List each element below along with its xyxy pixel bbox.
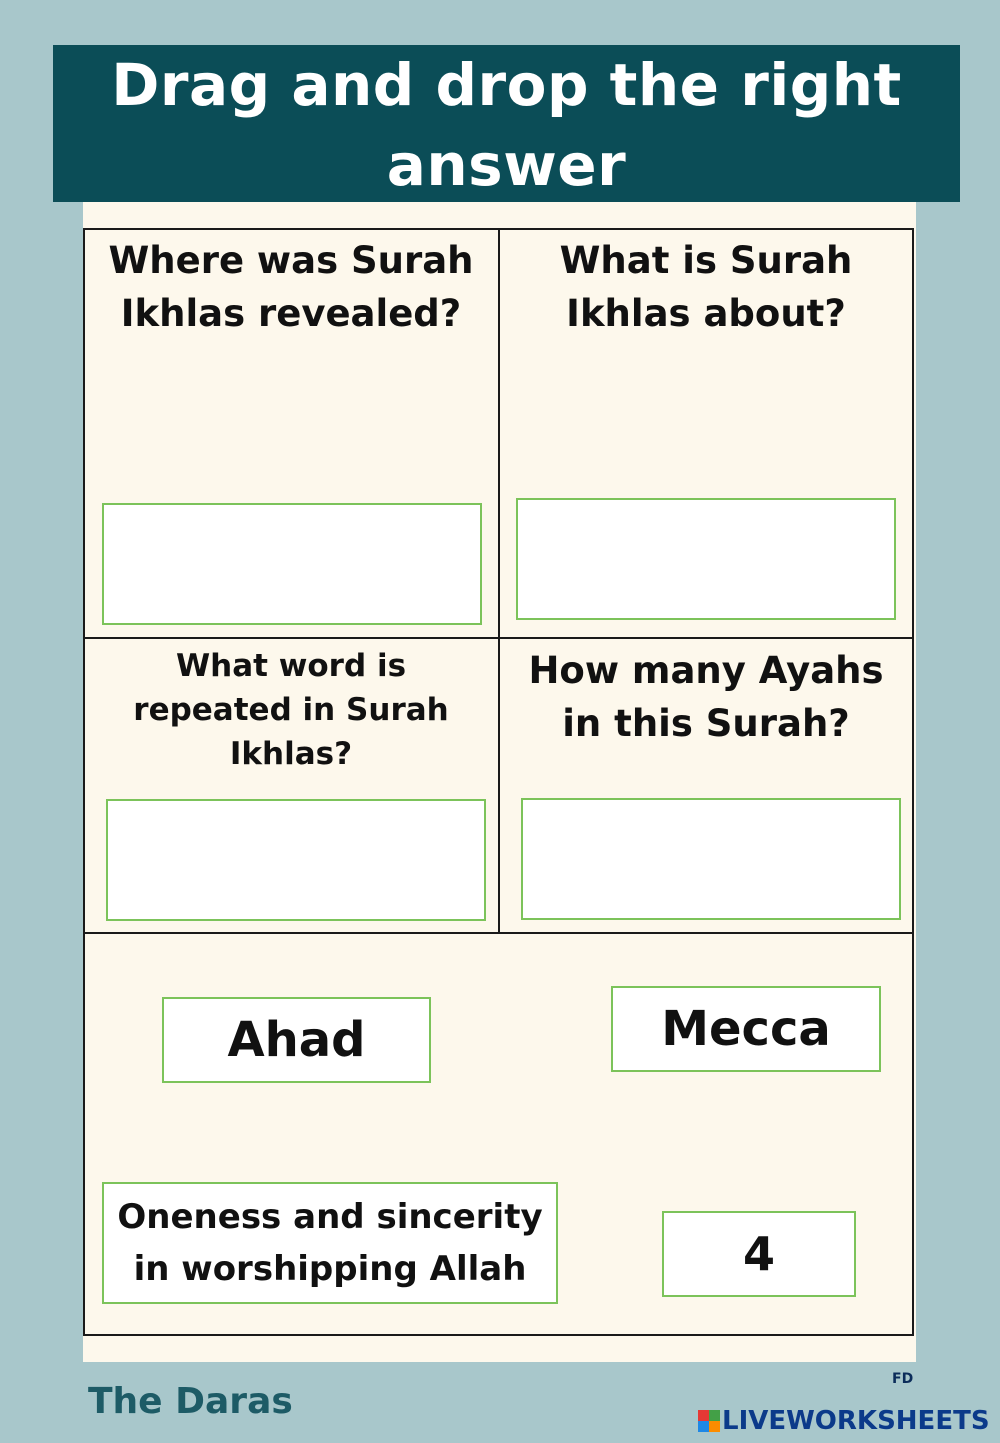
- answer-card-label: Ahad: [227, 1012, 366, 1068]
- answer-card-label-line-1: Oneness and sincerity: [117, 1197, 543, 1237]
- question-text-line: Ikhlas about?: [566, 292, 846, 335]
- title-line-2: answer: [386, 131, 627, 199]
- question-text-line: repeated in Surah: [133, 692, 449, 728]
- title-line-1: Drag and drop the right: [111, 51, 902, 119]
- liveworksheets-brand[interactable]: [698, 1406, 990, 1436]
- author-initials: FD: [892, 1371, 914, 1387]
- question-what-about: [505, 234, 907, 340]
- grid-divider-horizontal-1: [83, 637, 914, 639]
- answer-card-label-line-2: in worshipping Allah: [133, 1249, 527, 1289]
- answer-card-four[interactable]: [662, 1211, 856, 1297]
- question-text-line: Ikhlas?: [229, 736, 353, 772]
- drop-zone-repeated-word[interactable]: [106, 799, 486, 921]
- drop-zone-what-about[interactable]: [516, 498, 896, 620]
- answer-card-label: 4: [742, 1227, 775, 1281]
- question-text-line: What is Surah: [559, 239, 853, 282]
- answer-card-mecca[interactable]: [611, 986, 881, 1072]
- question-how-many-ayahs: [505, 644, 907, 750]
- question-text-line: Ikhlas revealed?: [120, 292, 462, 335]
- drop-zone-how-many-ayahs[interactable]: [521, 798, 901, 920]
- brand-name: LIVEWORKSHEETS: [722, 1406, 990, 1436]
- question-text-line: What word is: [175, 648, 407, 684]
- question-where-revealed: [90, 234, 492, 340]
- question-text-line: in this Surah?: [562, 702, 850, 745]
- title-banner: [53, 45, 960, 202]
- question-text-line: How many Ayahs: [528, 649, 884, 692]
- answer-card-label: Mecca: [661, 1001, 831, 1057]
- answer-card-ahad[interactable]: [162, 997, 431, 1083]
- question-repeated-word: [90, 644, 492, 776]
- grid-divider-vertical: [498, 228, 500, 934]
- author-label: The Daras: [88, 1381, 293, 1422]
- liveworksheets-logo-icon: [698, 1410, 720, 1432]
- drop-zone-where-revealed[interactable]: [102, 503, 482, 625]
- question-text-line: Where was Surah: [108, 239, 474, 282]
- grid-divider-horizontal-2: [83, 932, 914, 934]
- answer-card-oneness[interactable]: [102, 1182, 558, 1304]
